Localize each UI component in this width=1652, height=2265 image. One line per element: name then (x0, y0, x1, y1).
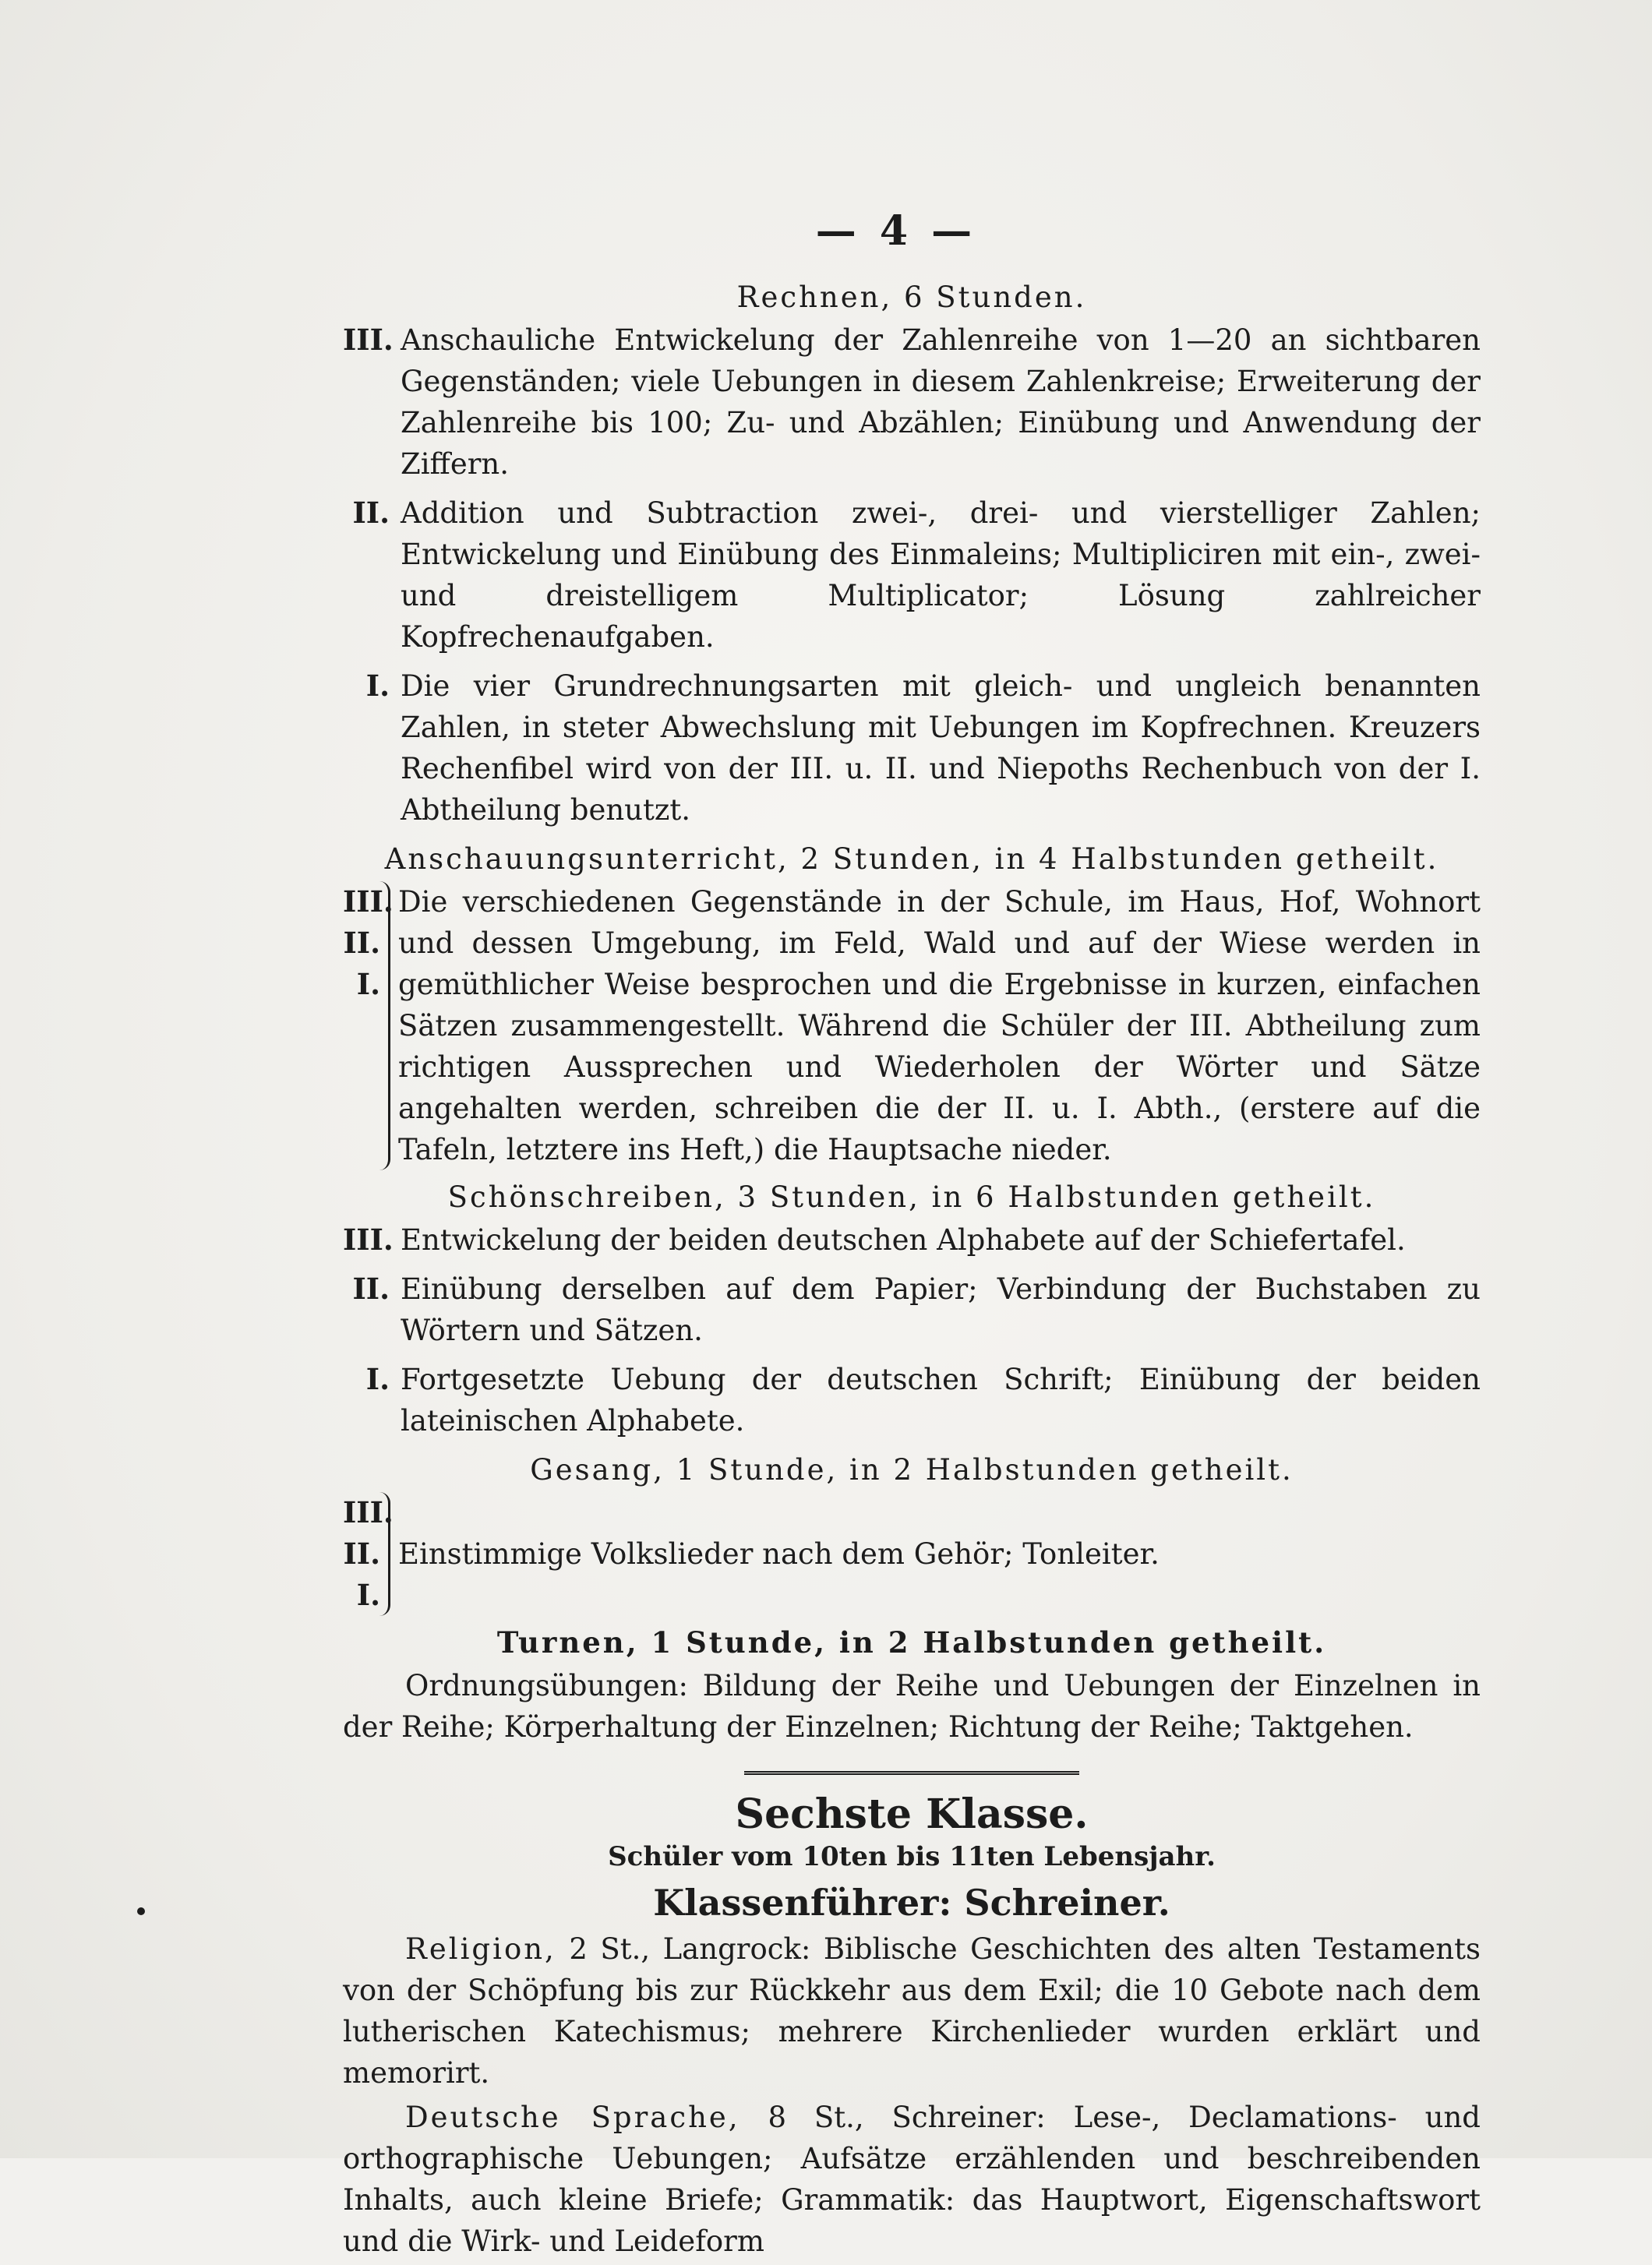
religion-text: 2 St., Langrock: Biblische Geschichten des alten Testaments von der Schöpfung bis zur Rückkehr aus dem Exil; die 10 Gebote nach dem lutherischen Katechismus; mehrere Kirchenlieder wurden erklärt und memorirt. (343, 1932, 1481, 2090)
schoenschreiben-item-text: Entwickelung der beiden deutschen Alphabete auf der Schiefertafel. (401, 1223, 1406, 1257)
grade-label: I. (356, 967, 380, 1001)
schoenschreiben-heading: Schönschreiben, 3 Stunden, in 6 Halbstunden getheilt. (447, 1180, 1376, 1214)
rechnen-item (343, 319, 1481, 485)
rechnen-item-text: Addition und Subtraction zwei-, drei- und vierstelliger Zahlen; Entwickelung und Einübung des Einmaleins; Multipliciren mit ein-, zwei- und dreistelligem Multiplicator; Lösung zahlreicher Kopfrechenaufgaben. (401, 496, 1481, 654)
schoenschreiben-item-text: Einübung derselben auf dem Papier; Verbindung der Buchstaben zu Wörtern und Sätzen. (401, 1272, 1481, 1347)
turnen-heading: Turnen, 1 Stunde, in 2 Halbstunden getheilt. (496, 1625, 1327, 1660)
gesang-heading: Gesang, 1 Stunde, in 2 Halbstunden getheilt. (530, 1453, 1294, 1487)
anschauung-group (343, 881, 1481, 1170)
anschauung-text: Die verschiedenen Gegenstände in der Schule, im Haus, Hof, Wohnort und dessen Umgebung, im Feld, Wald und auf der Wiese werden in gemüthlicher Weise besprochen und die Ergebnisse in kurzen, einfachen Sätzen zusammengestellt. Während die Schüler der III. Abtheilung zum richtigen Aussprechen und Wiederholen der Wörter und Sätze angehalten werden, schreiben die der II. u. I. Abth., (erstere auf die Tafeln, letztere ins Heft,) die Hauptsache nieder. (398, 885, 1481, 1166)
roman-numeral: I. (365, 669, 390, 703)
schoenschreiben-item (343, 1268, 1481, 1351)
rechnen-item-text: Anschauliche Entwickelung der Zahlenreihe von 1—20 an sichtbaren Gegenständen; viele Uebungen in diesem Zahlenkreise; Erweiterung der Zahlenreihe bis 100; Zu- und Abzählen; Einübung und Anwendung der Ziffern. (401, 323, 1481, 481)
deutsch-paragraph (343, 2097, 1481, 2262)
page-number: — 4 — (815, 207, 977, 255)
religion-paragraph (343, 1928, 1481, 2094)
rechnen-heading: Rechnen, 6 Stunden. (736, 280, 1087, 314)
section-divider (744, 1771, 1079, 1775)
grade-bracket (343, 1492, 394, 1616)
grade-label: III. (343, 1495, 394, 1529)
class-teacher: Klassenführer: Schreiner. (653, 1882, 1170, 1924)
ink-speck (137, 1907, 145, 1915)
grade-label: III. (343, 884, 394, 919)
roman-numeral: II. (352, 1272, 390, 1306)
grade-label: II. (343, 1536, 380, 1571)
roman-numeral: III. (343, 323, 394, 357)
page-content (343, 207, 1481, 2265)
rechnen-item (343, 665, 1481, 831)
grade-bracket (343, 881, 394, 1170)
anschauung-heading: Anschauungsunterricht, 2 Stunden, in 4 Halbstunden getheilt. (384, 842, 1439, 876)
gesang-text: Einstimmige Volkslieder nach dem Gehör; Tonleiter. (398, 1537, 1160, 1571)
deutsch-text: 8 St., Schreiner: Lese-, Declamations- und orthographische Uebungen; Aufsätze erzählenden und beschreibenden Inhalts, auch kleine Briefe; Grammatik: das Hauptwort, Eigenschaftswort und die Wirk- und Leideform (343, 2101, 1481, 2258)
rechnen-item (343, 492, 1481, 658)
roman-numeral: I. (365, 1362, 390, 1396)
religion-label: Religion, (405, 1932, 556, 1966)
schoenschreiben-item-text: Fortgesetzte Uebung der deutschen Schrift; Einübung der beiden lateinischen Alphabete. (401, 1363, 1481, 1438)
rechnen-item-text: Die vier Grundrechnungsarten mit gleich- und ungleich benannten Zahlen, in steter Abwechslung mit Uebungen im Kopfrechnen. Kreuzers Rechenfibel wird von der III. u. II. und Niepoths Rechenbuch von der I. Abtheilung benutzt. (401, 669, 1481, 827)
grade-label: I. (356, 1578, 380, 1612)
gesang-group (343, 1492, 1481, 1616)
schoenschreiben-item (343, 1359, 1481, 1441)
class-title: Sechste Klasse. (735, 1790, 1089, 1838)
turnen-text: Ordnungsübungen: Bildung der Reihe und Uebungen der Einzelnen in der Reihe; Körperhaltung der Einzelnen; Richtung der Reihe; Taktgehen. (343, 1669, 1481, 1744)
roman-numeral: III. (343, 1222, 394, 1257)
schoenschreiben-item (343, 1219, 1481, 1261)
roman-numeral: II. (352, 496, 390, 530)
class-subtitle: Schüler vom 10ten bis 11ten Lebensjahr. (608, 1841, 1216, 1872)
grade-label: II. (343, 926, 380, 960)
deutsch-label: Deutsche Sprache, (405, 2101, 740, 2134)
